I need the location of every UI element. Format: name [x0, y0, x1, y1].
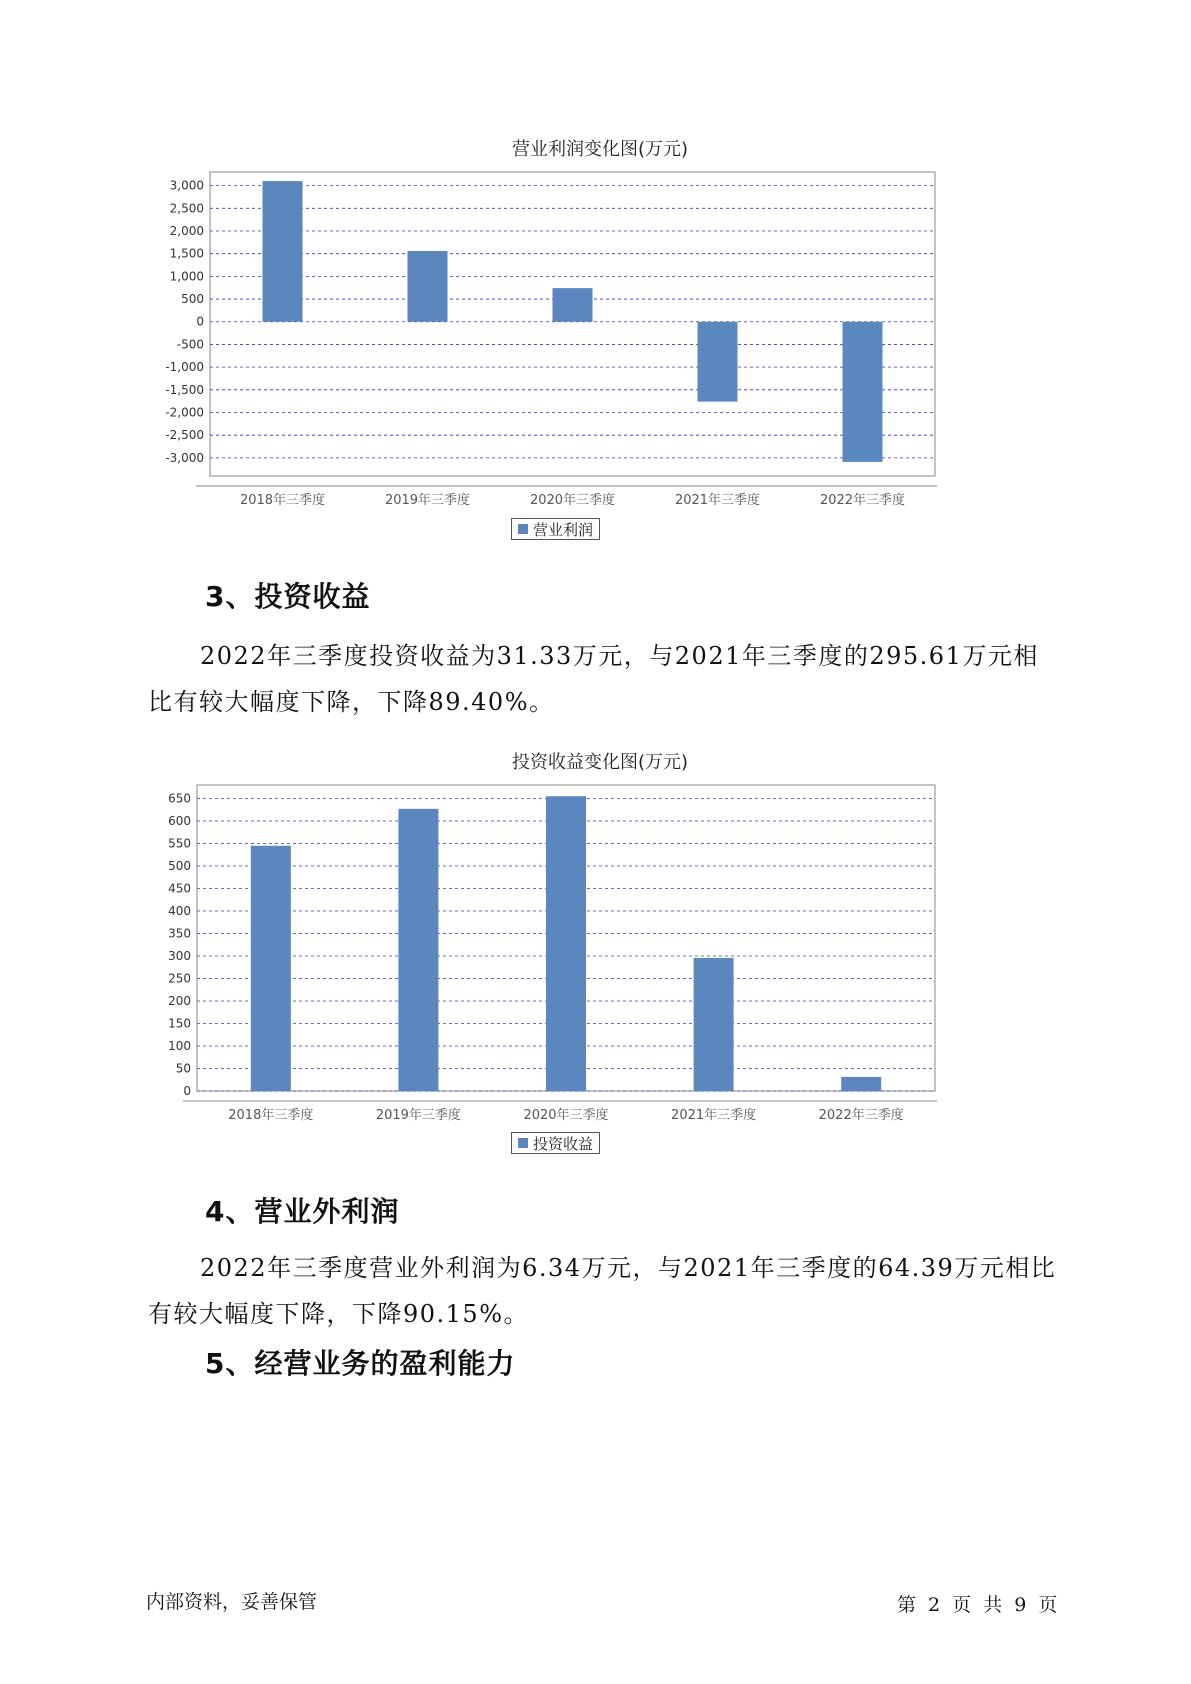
- x-tick-label: 2022年三季度: [818, 1108, 904, 1123]
- footer-confidential-note: 内部资料，妥善保管: [146, 1591, 318, 1613]
- x-tick-label: 2018年三季度: [228, 1108, 314, 1123]
- bar: [398, 809, 438, 1091]
- footer-page-number: 第 2 页 共 9 页: [897, 1594, 1058, 1616]
- legend-swatch-icon: [518, 1138, 528, 1148]
- x-tick-label: 2019年三季度: [384, 493, 471, 508]
- y-tick-label: -2,500: [165, 428, 204, 443]
- y-tick-label: 0: [196, 314, 204, 329]
- chart-title: 营业利润变化图(万元): [511, 139, 689, 160]
- chart-plot: [170, 748, 1030, 1128]
- y-tick-label: 550: [168, 836, 191, 851]
- bar: [694, 958, 734, 1091]
- bar: [263, 181, 303, 322]
- y-tick-label: 400: [168, 904, 191, 918]
- bar: [841, 1077, 881, 1091]
- y-tick-label: 1,000: [169, 269, 204, 284]
- y-tick-label: 350: [168, 926, 191, 941]
- investment-income-chart: [170, 748, 1030, 1168]
- x-tick-label: 2018年三季度: [239, 493, 326, 508]
- y-tick-label: 100: [168, 1039, 191, 1053]
- y-tick-label: 300: [168, 949, 191, 963]
- x-tick-label: 2021年三季度: [671, 1108, 757, 1123]
- x-tick-label: 2020年三季度: [523, 1108, 609, 1123]
- legend-swatch-icon: [518, 524, 528, 534]
- y-tick-label: -3,000: [165, 450, 204, 465]
- x-tick-label: 2022年三季度: [819, 493, 906, 508]
- legend-label: 营业利润: [533, 520, 594, 539]
- section-3-paragraph: 2022年三季度投资收益为31.33万元，与2021年三季度的295.61万元相比有较大幅度下降，下降89.40%。: [148, 642, 1039, 716]
- bar: [546, 796, 586, 1091]
- y-tick-label: 200: [168, 994, 191, 1008]
- bar: [251, 846, 291, 1091]
- bar: [553, 288, 593, 322]
- section-3-heading: 3、投资收益: [205, 580, 371, 613]
- y-tick-label: 500: [181, 292, 204, 307]
- y-tick-label: 150: [168, 1016, 191, 1031]
- section-4-paragraph: 2022年三季度营业外利润为6.34万元，与2021年三季度的64.39万元相比有较大幅度下降，下降90.15%。: [148, 1254, 1057, 1328]
- y-tick-label: 2,500: [169, 201, 204, 216]
- bar: [698, 322, 738, 402]
- chart-plot: [165, 135, 1030, 515]
- chart-legend: [511, 1132, 600, 1154]
- y-tick-label: 0: [183, 1084, 191, 1098]
- bar: [843, 322, 883, 462]
- y-tick-label: -1,000: [165, 360, 204, 375]
- y-tick-label: 50: [175, 1061, 191, 1076]
- bar: [408, 251, 448, 322]
- y-tick-label: -2,000: [165, 405, 204, 420]
- y-tick-label: 3,000: [169, 178, 204, 193]
- y-tick-label: 250: [168, 971, 191, 986]
- plot-frame: [210, 172, 935, 476]
- section-4-heading: 4、营业外利润: [205, 1195, 400, 1228]
- y-tick-label: 1,500: [169, 246, 204, 261]
- y-tick-label: 650: [168, 791, 191, 806]
- y-tick-label: 600: [168, 814, 191, 828]
- legend-label: 投资收益: [533, 1134, 594, 1153]
- x-tick-label: 2020年三季度: [529, 493, 616, 508]
- chart-legend: [511, 518, 600, 540]
- y-tick-label: -500: [176, 337, 204, 352]
- section-5-heading: 5、经营业务的盈利能力: [205, 1347, 516, 1380]
- y-tick-label: 2,000: [169, 223, 204, 238]
- chart-title: 投资收益变化图(万元): [511, 752, 689, 773]
- y-tick-label: -1,500: [165, 382, 204, 397]
- y-tick-label: 450: [168, 881, 191, 896]
- x-tick-label: 2019年三季度: [375, 1108, 461, 1123]
- x-tick-label: 2021年三季度: [674, 493, 761, 508]
- y-tick-label: 500: [168, 859, 191, 873]
- operating-profit-chart: [165, 135, 1030, 555]
